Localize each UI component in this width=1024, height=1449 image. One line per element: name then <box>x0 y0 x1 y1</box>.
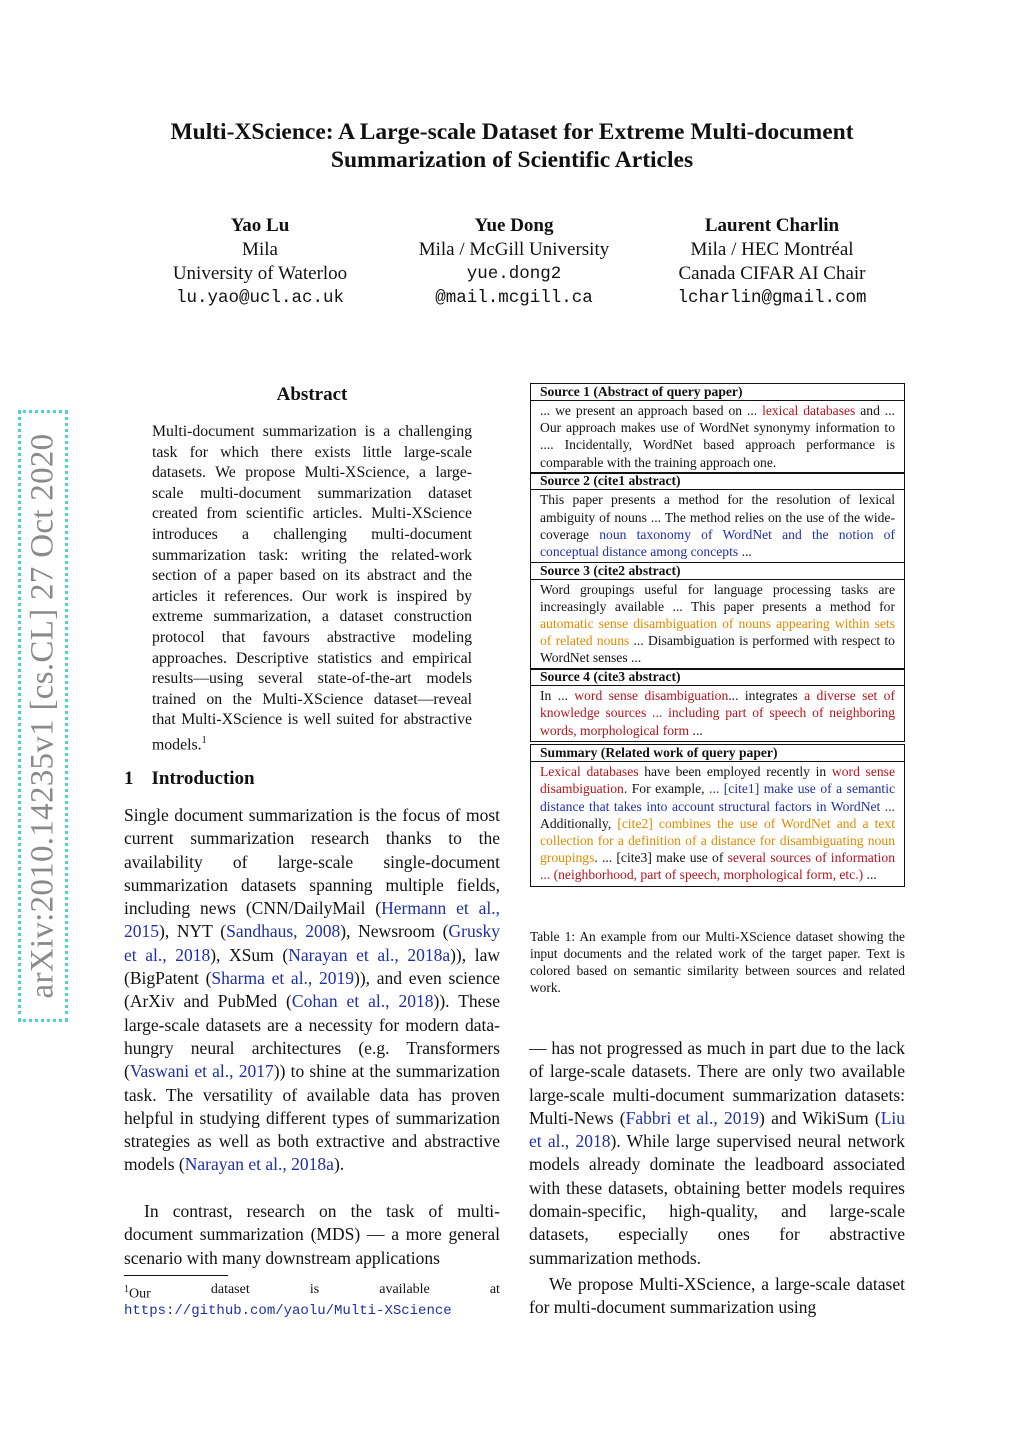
highlight-orange: [cite2] combines the use of WordNet and a text collection for a definition of a distance for disambiguating noun groupings <box>540 815 895 866</box>
paragraph-text: )). These large-scale datasets are a necessity for modern data-hungry neural architectures (e.g. Transformers ( <box>124 991 501 1082</box>
source-text: In ... <box>540 688 575 704</box>
footnote-rule <box>124 1275 228 1276</box>
source-1-body <box>531 401 904 473</box>
author-email[interactable]: lcharlin@gmail.com <box>677 288 867 308</box>
source-2-body <box>531 490 904 562</box>
footnote-word: available <box>379 1282 430 1297</box>
author-name: Laurent Charlin <box>704 215 840 236</box>
arxiv-identifier: arXiv:2010.14235v1 [cs.CL] 27 Oct 2020 <box>24 433 61 999</box>
author-affiliation: Mila <box>242 239 278 260</box>
citation-link[interactable]: Grusky et al., 2018 <box>124 921 501 965</box>
citation-link[interactable]: Narayan et al., 2018a <box>184 1154 334 1175</box>
summary-text: ... <box>863 867 877 883</box>
highlight-red: several sources of information ... (neighborhood, part of speech, morphological form, etc.) <box>540 850 895 883</box>
citation-link[interactable]: Fabbri et al., 2019 <box>625 1107 760 1128</box>
citation-link[interactable]: Liu et al., 2018 <box>529 1107 905 1152</box>
paragraph-text: — has not progressed as much in part due to the lack of large-scale datasets. There are only two available large-scale multi-document summarization datasets: Multi-News ( <box>529 1038 905 1128</box>
summary-text: Additionally, <box>540 815 618 831</box>
highlight-blue: ... [cite1] make use of a semantic distance that takes into account structural factors in WordNet ... <box>540 781 896 814</box>
footnote-mark: 1 <box>124 1284 129 1295</box>
highlight-red: Lexical databases <box>540 764 639 780</box>
paragraph-text: ) and WikiSum ( <box>759 1107 881 1128</box>
source-text: ... we present an approach based on ... <box>540 403 763 418</box>
author-name: Yue Dong <box>474 215 554 236</box>
highlight-red: word sense disambiguation <box>574 688 729 704</box>
summary-text: . ... [cite3] make use of <box>594 850 728 866</box>
footnote-line <box>124 1281 500 1303</box>
arxiv-stamp[interactable] <box>18 410 68 1022</box>
footnote-word: dataset <box>210 1282 250 1297</box>
citation-link[interactable]: Cohan et al., 2018 <box>291 991 434 1012</box>
source-3-body <box>531 580 904 669</box>
citation-link[interactable]: Sharma et al., 2019 <box>211 968 355 989</box>
author-affiliation: Canada CIFAR AI Chair <box>678 263 866 284</box>
intro-paragraph-2: In contrast, research on the task of multi-document summarization (MDS) — a more general scenario with many downstream applications <box>124 1201 500 1268</box>
author-block-3 <box>642 214 902 310</box>
footnote-word <box>124 1281 151 1303</box>
title-line-2: Summarization of Scientific Articles <box>330 147 694 173</box>
source-text: Word groupings useful for language processing tasks are increasingly available ... This paper presents a method for <box>540 581 895 614</box>
author-block-2 <box>384 214 644 310</box>
author-affiliation: Mila / McGill University <box>418 239 610 260</box>
right-paragraph-2: We propose Multi-XScience, a large-scale dataset for multi-document summarization using <box>529 1274 905 1318</box>
summary-block <box>530 744 905 886</box>
abstract-text: Multi-document summarization is a challenging task for which there exists little large-scale datasets. We propose Multi-XScience, a large-scale multi-document summarization dataset created from scientific articles. Multi-XScience introduces a challenging multi-document summarization task: writing the related-work section of a paper based on its abstract and the articles it references. Our work is inspired by extreme summarization, a dataset construction protocol that favours abstractive modeling approaches. Descriptive statistics and empirical results—using several state-of-the-art models trained on the Multi-XScience dataset—reveal that Multi-XScience is well suited for abstractive models. <box>152 423 472 754</box>
paragraph-text: ). While large supervised neural network models already dominate the leadboard associated with these datasets, obtaining better models requires domain-specific, high-quality, and large-scale datasets, especially ones for abstractive summarization methods. <box>529 1131 905 1268</box>
source-text: and ... Our approach makes use of WordNet synonymy information to .... Incidentally, WordNet based approach performance is comparable with the training approach one. <box>540 403 895 470</box>
source-2-block <box>530 472 905 563</box>
paragraph-text: ), XSum ( <box>210 944 289 965</box>
intro-paragraph-1 <box>124 804 500 1177</box>
author-affiliation: Mila / HEC Montréal <box>690 239 854 260</box>
section-number: 1 <box>124 768 134 789</box>
citation-link[interactable]: Vaswani et al., 2017 <box>129 1061 274 1082</box>
paragraph-text: )), and even science (ArXiv and PubMed ( <box>124 968 501 1012</box>
paragraph-text: ). <box>333 1154 345 1175</box>
paragraph-text: ), Newsroom ( <box>340 921 449 942</box>
source-text: ... integrates <box>728 688 805 704</box>
author-email-part-1[interactable]: yue.dong2 <box>466 264 562 284</box>
highlight-blue: noun taxonomy of WordNet and the notion of conceptual distance among concepts <box>540 526 895 559</box>
source-4-body <box>531 686 904 741</box>
author-block-1 <box>130 214 390 310</box>
section-title: Introduction <box>151 768 255 789</box>
author-name: Yao Lu <box>230 215 290 236</box>
example-table <box>530 383 905 885</box>
source-text: This paper presents a method for the resolution of lexical ambiguity of nouns ... The method relies on the use of the wide-coverage <box>540 492 895 542</box>
source-1-heading: Source 1 (Abstract of query paper) <box>531 384 904 401</box>
dataset-url-link[interactable]: https://github.com/yaolu/Multi-XScience <box>124 1302 452 1319</box>
source-text: ... <box>689 722 703 738</box>
footnote-word-text: Our <box>129 1286 151 1302</box>
table-caption: Table 1: An example from our Multi-XScience dataset showing the input documents and the related work of the target paper. Text is colored based on semantic similarity between sources and related work. <box>530 929 905 995</box>
paper-title <box>120 118 904 174</box>
footnote-word: at <box>489 1282 500 1297</box>
abstract-heading: Abstract <box>276 384 348 405</box>
source-2-heading: Source 2 (cite1 abstract) <box>531 473 904 490</box>
source-text: ... Disambiguation is performed with respect to WordNet senses ... <box>540 633 895 666</box>
source-4-heading: Source 4 (cite3 abstract) <box>531 669 904 686</box>
citation-link[interactable]: Narayan et al., 2018a <box>288 944 451 965</box>
title-line-1: Multi-XScience: A Large-scale Dataset for Extreme Multi-document <box>170 119 854 145</box>
section-heading-introduction <box>124 768 255 790</box>
highlight-red: word sense disambiguation <box>540 764 895 797</box>
paragraph-text: )), law (BigPatent ( <box>124 944 500 989</box>
right-paragraph-1 <box>529 1037 905 1270</box>
summary-text: have been employed recently in <box>638 764 832 780</box>
author-email[interactable]: lu.yao@ucl.ac.uk <box>175 288 345 308</box>
source-text: ... <box>738 543 752 559</box>
paragraph-text: ), NYT ( <box>159 921 227 942</box>
paragraph-text: Single document summarization is the focus of most current summarization research thanks to the availability of large-scale single-document summarization datasets spanning multiple fields, including news (CNN/DailyMail ( <box>124 805 500 919</box>
summary-heading: Summary (Related work of query paper) <box>531 745 904 762</box>
abstract-body <box>152 422 472 756</box>
citation-link[interactable]: Hermann et al., 2015 <box>124 898 501 942</box>
paragraph-text: )) to shine at the summarization task. The versatility of available data has proven helpful in studying different types of summarization strategies as well as both extractive and abstractive models ( <box>124 1061 500 1175</box>
author-email-part-2[interactable]: @mail.mcgill.ca <box>435 288 593 308</box>
highlight-orange: automatic sense disambiguation of nouns appearing within sets of related nouns <box>540 616 895 649</box>
highlight-red: lexical databases <box>762 403 856 418</box>
summary-body <box>531 762 904 885</box>
source-3-heading: Source 3 (cite2 abstract) <box>531 563 904 580</box>
footnote-word: is <box>309 1282 320 1297</box>
summary-text: . For example, <box>623 781 710 797</box>
source-4-block <box>530 668 905 742</box>
highlight-red: a diverse set of knowledge sources ... including part of speech of neighboring words, morphological form <box>540 688 895 738</box>
citation-link[interactable]: Sandhaus, 2008 <box>226 921 341 942</box>
footnote <box>124 1281 500 1320</box>
source-3-block <box>530 562 905 670</box>
source-1-block <box>530 383 905 474</box>
author-affiliation: University of Waterloo <box>172 263 348 284</box>
footnote-marker[interactable]: 1 <box>201 734 207 746</box>
